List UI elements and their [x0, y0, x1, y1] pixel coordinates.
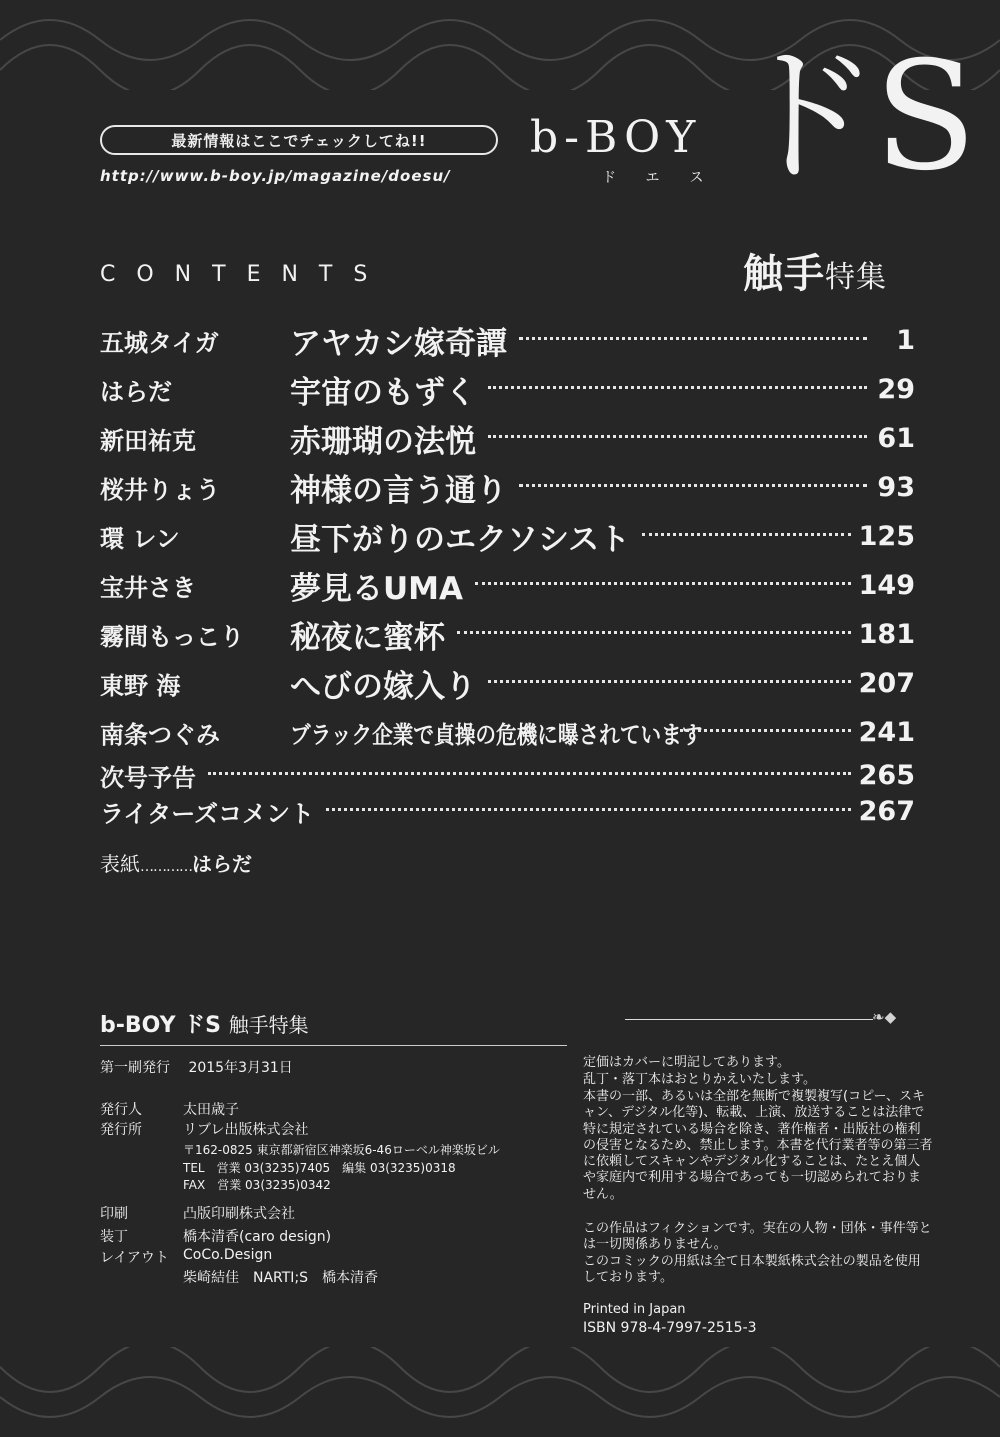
toc-title: 夢見るUMA [290, 571, 464, 607]
toc-extra-title: 次号予告 [100, 763, 196, 792]
print-value: 凸版印刷株式会社 [183, 1206, 295, 1222]
toc-page: 207 [858, 668, 915, 699]
toc-title: アヤカシ嫁奇譚 [290, 326, 507, 362]
publisher-label: 発行人 [100, 1102, 142, 1118]
toc-page: 93 [877, 472, 915, 503]
leader-dots [519, 484, 867, 487]
toc-page: 267 [858, 795, 915, 827]
divider-ornament: ❧◆ [872, 1008, 897, 1026]
tel-value: TEL 営業 03(3235)7405 編集 03(3235)0318 [183, 1161, 456, 1175]
toc-author: 環 レン [100, 525, 180, 553]
toc-row[interactable] [100, 414, 915, 463]
feature-sub: 特集 [825, 260, 887, 295]
toc-title: 秘夜に蜜杯 [290, 620, 445, 656]
address-value: 〒162-0825 東京都新宿区神楽坂6-46ローベル神楽坂ビル [183, 1143, 500, 1157]
toc-title: ブラック企業で貞操の危機に曝されています [290, 721, 703, 749]
copyright-notice: 本書の一部、あるいは全部を無断で複製複写(コピー、スキャン、デジタル化等)、転載、上演、放送することは法律で特に規定されている場合を除き、著作権者・出版社の権利の侵害となるため、禁止します。本書を代行業者等の第三者に依頼してスキャンやデジタル化することは、たとえ個人や家庭内で利用する場合であっても一切認められておりません。 [583, 1089, 933, 1202]
leader-dots [208, 772, 851, 775]
toc-title: 神様の言う通り [290, 473, 507, 509]
toc-row[interactable] [100, 708, 915, 757]
colophon-title-feature: 触手特集 [228, 1013, 309, 1037]
toc-author: はらだ [100, 378, 172, 406]
leader-dots [488, 435, 867, 438]
toc-extra-title: ライターズコメント [100, 799, 315, 828]
colophon-title-main: b-BOY ドS [100, 1013, 222, 1038]
fax-value: FAX 営業 03(3235)0342 [183, 1178, 331, 1192]
toc-row[interactable] [100, 512, 915, 561]
office-label: 発行所 [100, 1122, 142, 1138]
toc-author: 新田祐克 [100, 427, 196, 455]
divider-rule [625, 1019, 873, 1020]
toc-page: 181 [858, 619, 915, 650]
toc-extra-row[interactable] [100, 757, 915, 793]
toc-author: 霧間もっこり [100, 623, 244, 651]
ornament-bottom [0, 1347, 1000, 1437]
info-pill: 最新情報はここでチェックしてね!! [100, 125, 498, 155]
layout-value-2: 柴崎結佳 NARTI;S 橋本清香 [183, 1270, 379, 1286]
toc-page: 125 [858, 521, 915, 552]
toc-page: 241 [858, 717, 915, 748]
leader-dots [680, 729, 851, 732]
toc-author: 宝井さき [100, 574, 196, 602]
office-value: リブレ出版株式会社 [183, 1122, 309, 1138]
colophon-divider [100, 1045, 567, 1046]
toc-row[interactable] [100, 610, 915, 659]
publisher-value: 太田歳子 [183, 1102, 239, 1118]
price-notice: 定価はカバーに明記してあります。 [583, 1055, 790, 1070]
toc-title: へびの嫁入り [290, 669, 476, 705]
leader-dots [488, 386, 867, 389]
toc-page: 1 [896, 325, 915, 356]
leader-dots [642, 533, 851, 536]
magazine-url[interactable]: http://www.b-boy.jp/magazine/doesu/ [100, 167, 451, 185]
exchange-notice: 乱丁・落丁本はおとりかえいたします。 [583, 1072, 816, 1087]
layout-label: レイアウト [100, 1250, 169, 1266]
feature-heading [743, 242, 887, 299]
first-print-label: 第一刷発行 [100, 1060, 170, 1076]
cover-artist: はらだ [192, 852, 252, 876]
isbn: ISBN 978-4-7997-2515-3 [583, 1320, 757, 1336]
leader-dots [326, 808, 851, 811]
toc-row[interactable] [100, 316, 915, 365]
toc-row[interactable] [100, 561, 915, 610]
cover-label: 表紙 [100, 852, 140, 876]
table-of-contents [100, 316, 915, 829]
toc-author: 五城タイガ [100, 329, 219, 357]
fiction-notice: この作品はフィクションです。実在の人物・団体・事件等とは一切関係ありません。 [583, 1221, 932, 1253]
printed-in: Printed in Japan [583, 1302, 686, 1317]
toc-author: 桜井りょう [100, 476, 220, 504]
toc-extra-row[interactable] [100, 793, 915, 829]
cover-dots: ………… [140, 859, 192, 875]
first-print-date: 2015年3月31日 [188, 1060, 293, 1076]
toc-author: 東野 海 [100, 672, 181, 700]
leader-dots [457, 631, 851, 634]
binding-label: 装丁 [100, 1229, 128, 1245]
toc-page: 265 [858, 759, 915, 791]
toc-row[interactable] [100, 659, 915, 708]
toc-page: 61 [877, 423, 915, 454]
toc-author: 南条つぐみ [100, 721, 220, 749]
leader-dots [488, 680, 851, 683]
logo-ruby: ドエス [602, 170, 734, 186]
toc-row[interactable] [100, 463, 915, 512]
contents-heading: CONTENTS [100, 262, 389, 287]
layout-value-1: CoCo.Design [183, 1247, 273, 1263]
logo-main: ドS [730, 30, 971, 204]
binding-value: 橋本清香(caro design) [183, 1229, 332, 1245]
toc-row[interactable] [100, 365, 915, 414]
leader-dots [475, 582, 851, 585]
paper-notice: このコミックの用紙は全て日本製紙株式会社の製品を使用しております。 [583, 1254, 921, 1286]
leader-dots [519, 337, 867, 340]
toc-title: 宇宙のもずく [290, 375, 476, 411]
toc-page: 149 [858, 570, 915, 601]
toc-title: 赤珊瑚の法悦 [290, 424, 476, 460]
toc-page: 29 [877, 374, 915, 405]
toc-title: 昼下がりのエクソシスト [290, 522, 631, 558]
print-label: 印刷 [100, 1206, 128, 1222]
first-print-row [100, 1057, 293, 1077]
colophon-title [100, 1008, 309, 1039]
cover-credit [100, 848, 252, 877]
feature-main: 触手 [743, 251, 825, 297]
logo-prefix: b-BOY [530, 112, 702, 163]
